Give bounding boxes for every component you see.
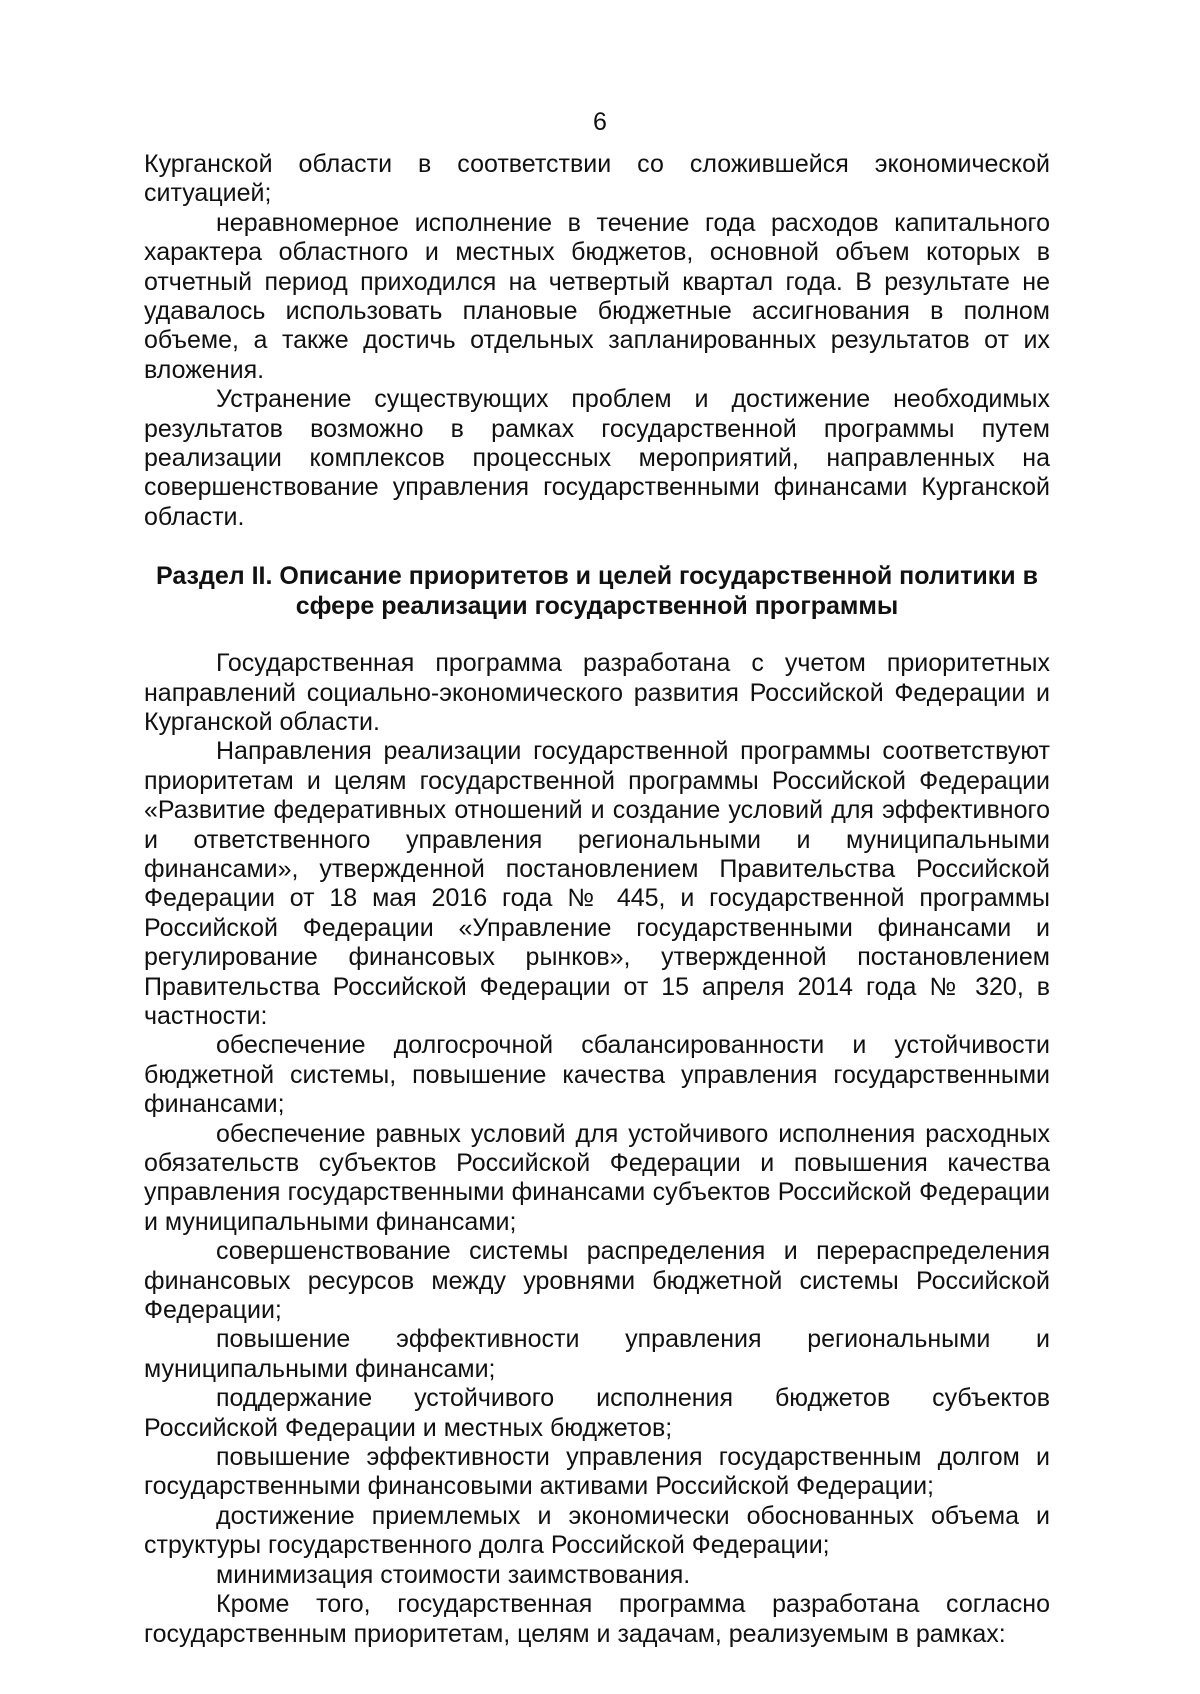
paragraph: Курганской области в соответствии со сложившейся экономической ситуацией; xyxy=(144,150,1050,208)
list-item: минимизация стоимости заимствования. xyxy=(216,1560,691,1589)
list-item: повышение эффективности управления региональными и муниципальными финансами; xyxy=(144,1325,1050,1383)
paragraph: Направления реализации государственной программы соответствуют приоритетам и целям государственной программы Российской Федерации «Развитие федеративных отношений и создание условий для эффективного и ответственного управления региональными и муниципальными финансами», утвержденной постановлением Правительства Российской Федерации от 18 мая 2016 года № 445, и государственной программы Российской Федерации «Управление государственными финансами и регулирование финансовых рынков», утвержденной постановлением Правительства Российской Федерации от 15 апреля 2014 года № 320, в частности: xyxy=(144,737,1050,1030)
list-item: достижение приемлемых и экономически обоснованных объема и структуры государственного долга Российской Федерации; xyxy=(144,1501,1050,1560)
section-heading xyxy=(144,562,1050,621)
paragraph: Устранение существующих проблем и достижение необходимых результатов возможно в рамках государственной программы путем реализации комплексов процессных мероприятий, направленных на совершенствование управления государственными финансами Курганской области. xyxy=(144,385,1050,531)
paragraph: Государственная программа разработана с учетом приоритетных направлений социально-экономического развития Российской Федерации и Курганской области. xyxy=(144,649,1050,736)
list-item: обеспечение долгосрочной сбалансированности и устойчивости бюджетной системы, повышение качества управления государственными финансами; xyxy=(144,1031,1050,1119)
document-body xyxy=(144,150,1050,1649)
section-heading-line: Раздел II. Описание приоритетов и целей государственной политики в xyxy=(156,562,1038,591)
list-item: совершенствование системы распределения и перераспределения финансовых ресурсов между уровнями бюджетной системы Российской Федерации; xyxy=(144,1237,1050,1325)
paragraph: Кроме того, государственная программа разработана согласно государственным приоритетам, целям и задачам, реализуемым в рамках: xyxy=(144,1590,1050,1648)
page-number: 6 xyxy=(593,108,607,136)
paragraph: неравномерное исполнение в течение года расходов капитального характера областного и местных бюджетов, основной объем которых в отчетный период приходился на четвертый квартал года. В результате не удавалось использовать плановые бюджетные ассигнования в полном объеме, а также достичь отдельных запланированных результатов от их вложения. xyxy=(144,208,1050,384)
list-item: обеспечение равных условий для устойчивого исполнения расходных обязательств субъектов Российской Федерации и повышения качества управления государственными финансами субъектов Российской Федерации и муниципальными финансами; xyxy=(144,1119,1050,1236)
list-item: повышение эффективности управления государственным долгом и государственными финансовыми активами Российской Федерации; xyxy=(144,1443,1050,1501)
section-heading-line: сфере реализации государственной программы xyxy=(295,591,899,620)
list-item: поддержание устойчивого исполнения бюджетов субъектов Российской Федерации и местных бюджетов; xyxy=(144,1384,1050,1442)
